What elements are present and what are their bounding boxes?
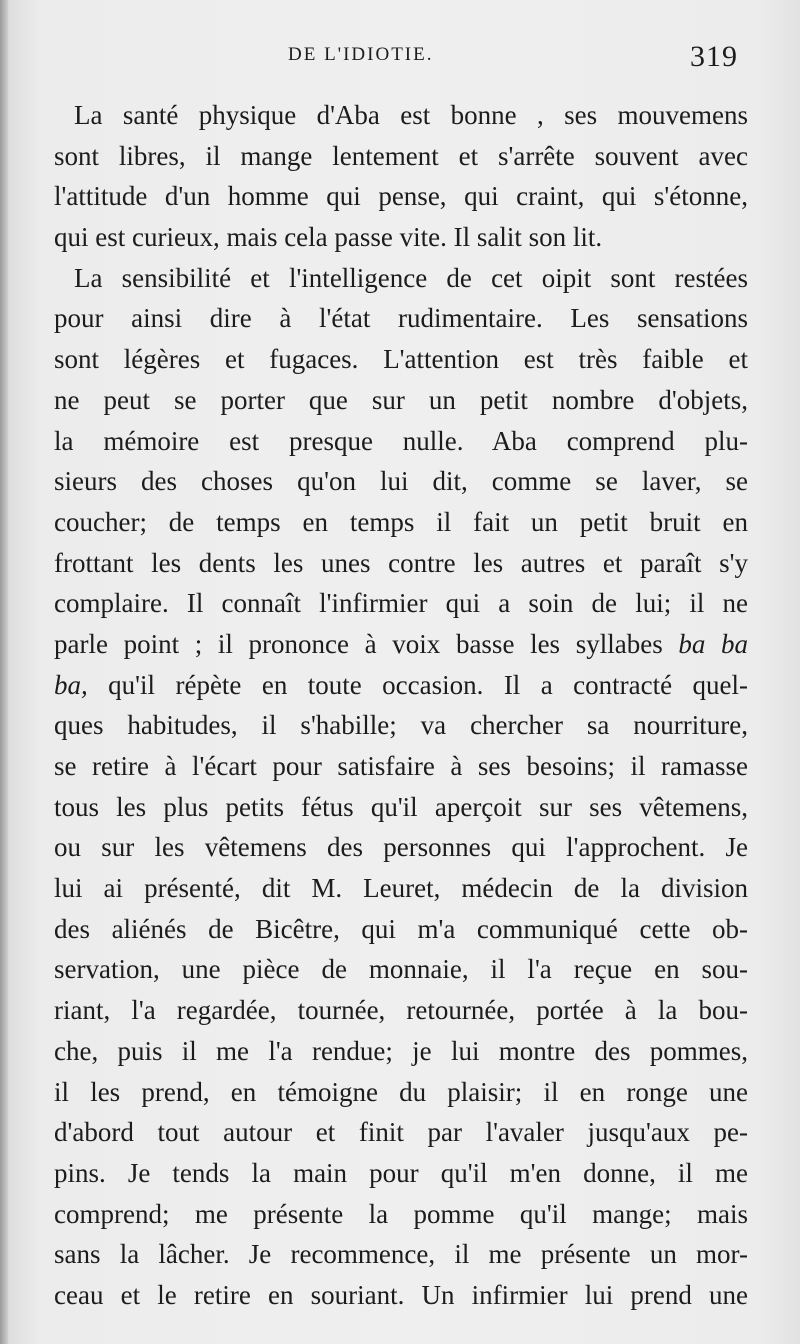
text-line: pins. Je tends la main pour qu'il m'en donne, il me xyxy=(54,1157,748,1188)
page-number: 319 xyxy=(690,40,738,73)
italic-segment: ba, xyxy=(54,669,88,700)
text-line: qui est curieux, mais cela passe vite. Il salit son lit. xyxy=(54,222,603,253)
text-line: comprend; me présente la pomme qu'il mange; mais xyxy=(54,1198,748,1229)
body-text xyxy=(54,95,748,1316)
text-line: sont légères et fugaces. L'attention est très faible et xyxy=(54,344,748,375)
text-line: pour ainsi dire à l'état rudimentaire. Les sensations xyxy=(54,303,748,334)
text-line: che, puis il me l'a rendue; je lui montre des pommes, xyxy=(54,1035,748,1066)
text-line: La santé physique d'Aba est bonne , ses mouvemens xyxy=(74,100,748,130)
text-line: tous les plus petits fétus qu'il aperçoit sur ses vêtemens, xyxy=(54,791,748,822)
line-segment: parle point ; il prononce à voix basse les syllabes xyxy=(54,628,679,659)
text-line: la mémoire est presque nulle. Aba comprend plu- xyxy=(54,425,748,456)
text-line: lui ai présenté, dit M. Leuret, médecin de la division xyxy=(54,873,748,904)
italic-segment: ba ba xyxy=(678,628,749,659)
text-line: servation, une pièce de monnaie, il l'a reçue en sou- xyxy=(54,954,748,985)
text-line: ceau et le retire en souriant. Un infirmier lui prend une xyxy=(54,1279,748,1310)
text-line: des aliénés de Bicêtre, qui m'a communiqué cette ob- xyxy=(54,913,748,944)
text-line: ques habitudes, il s'habille; va chercher sa nourriture, xyxy=(54,710,748,741)
text-line xyxy=(54,624,748,665)
text-line: sont libres, il mange lentement et s'arrête souvent avec xyxy=(54,140,748,171)
text-line: complaire. Il connaît l'infirmier qui a soin de lui; il ne xyxy=(54,588,748,619)
text-line xyxy=(54,665,748,706)
text-line: coucher; de temps en temps il fait un petit bruit en xyxy=(54,506,748,537)
text-line: riant, l'a regardée, tournée, retournée, portée à la bou- xyxy=(54,995,748,1026)
running-title: DE L'IDIOTIE. xyxy=(288,44,434,65)
line-segment: qu'il répète en toute occasion. Il a contracté quel- xyxy=(87,669,748,700)
text-line: ne peut se porter que sur un petit nombre d'objets, xyxy=(54,384,748,415)
text-line: d'abord tout autour et finit par l'avaler jusqu'aux pe- xyxy=(54,1117,748,1148)
text-line: La sensibilité et l'intelligence de cet oipit sont restées xyxy=(74,262,748,293)
text-line: ou sur les vêtemens des personnes qui l'approchent. Je xyxy=(54,832,748,863)
text-line: se retire à l'écart pour satisfaire à ses besoins; il ramasse xyxy=(54,751,748,781)
text-line: frottant les dents les unes contre les autres et paraît s'y xyxy=(54,547,748,578)
text-line: sieurs des choses qu'on lui dit, comme se laver, se xyxy=(54,466,748,497)
text-line: l'attitude d'un homme qui pense, qui craint, qui s'étonne, xyxy=(54,181,748,212)
text-line: il les prend, en témoigne du plaisir; il en ronge une xyxy=(54,1076,748,1107)
text-line: sans la lâcher. Je recommence, il me présente un mor- xyxy=(54,1239,748,1270)
